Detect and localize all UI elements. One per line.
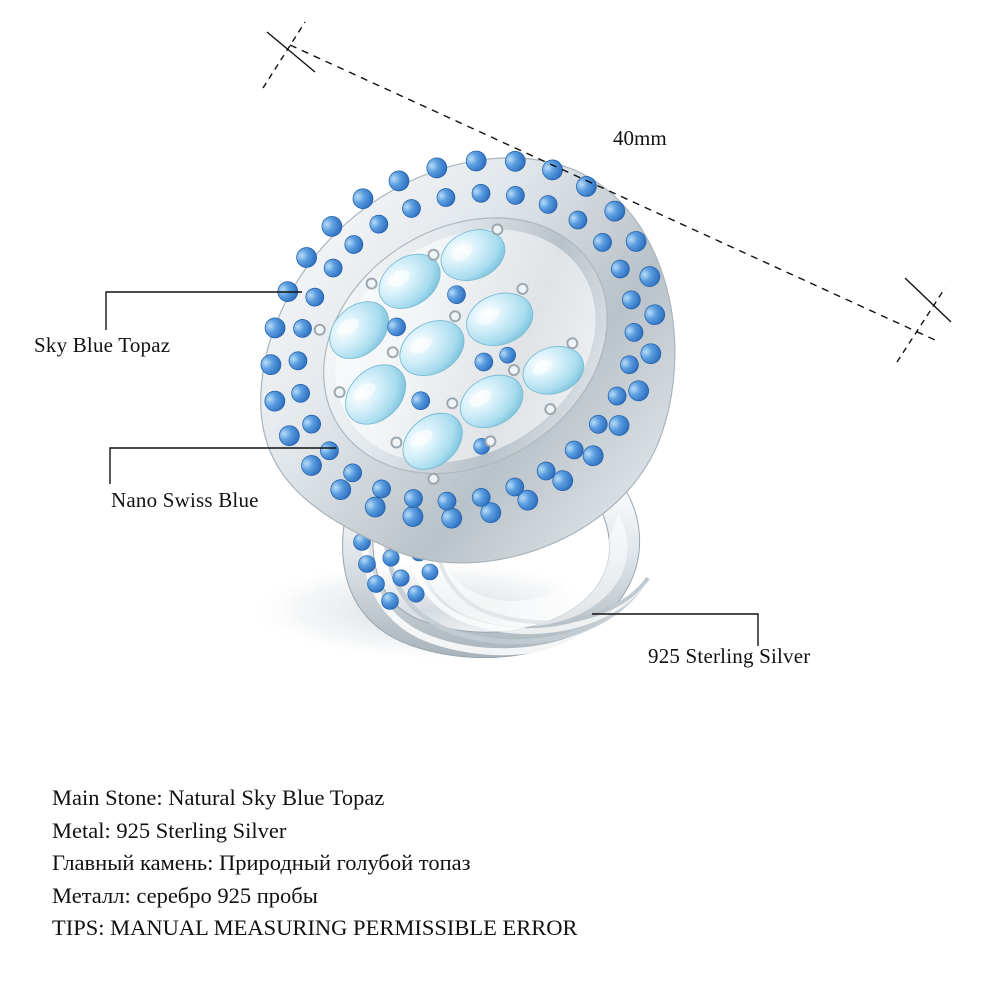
spec-line-tips: TIPS: MANUAL MEASURING PERMISSIBLE ERROR	[52, 915, 578, 940]
dimension-40mm	[245, 10, 965, 410]
callout-line-nano-swiss-blue	[108, 440, 338, 490]
callout-line-sky-blue-topaz	[104, 286, 304, 336]
specification-list	[52, 782, 952, 945]
dimension-label-40mm: 40mm	[613, 126, 667, 150]
spec-line-main-stone: Main Stone: Natural Sky Blue Topaz	[52, 785, 385, 810]
spec-line-metal: Metal: 925 Sterling Silver	[52, 817, 287, 843]
spec-line-main-stone-ru: Главный камень: Природный голубой топаз	[52, 850, 471, 875]
callout-line-sterling-silver	[590, 598, 760, 648]
callout-label-sky-blue-topaz: Sky Blue Topaz	[34, 333, 171, 357]
callout-label-sterling-silver: 925 Sterling Silver	[648, 644, 811, 668]
callout-label-nano-swiss-blue: Nano Swiss Blue	[111, 488, 259, 512]
spec-line-metal-ru: Металл: серебро 925 пробы	[52, 882, 318, 908]
